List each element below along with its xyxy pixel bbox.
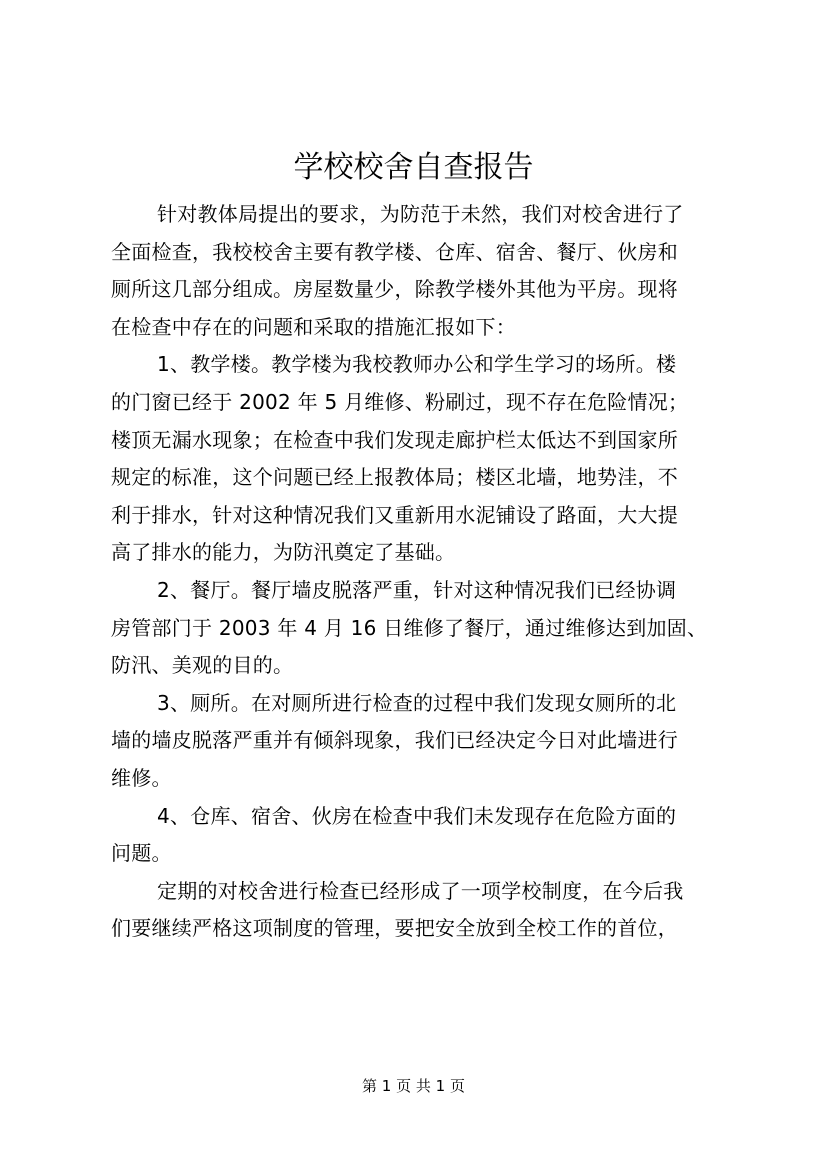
document-body [111,196,731,948]
paragraph-line: 定期的对校舍进行检查已经形成了一项学校制度，在今后我 [157,878,684,903]
paragraph-line: 墙的墙皮脱落严重并有倾斜现象，我们已经决定今日对此墙进行 [111,728,678,753]
paragraph-line: 们要继续严格这项制度的管理，要把安全放到全校工作的首位， [111,916,678,941]
paragraph-line: 防汛、美观的目的。 [111,653,294,678]
document-title: 学校校舍自查报告 [293,150,534,185]
paragraph-line: 2、餐厅。餐厅墙皮脱落严重，针对这种情况我们已经协调 [157,577,677,602]
paragraph-line: 房管部门于 2003 年 4 月 16 日维修了餐厅，通过维修达到加固、 [111,615,708,640]
paragraph-line: 的门窗已经于 2002 年 5 月维修、粉刷过，现不存在危险情况； [111,389,689,414]
page-footer: 第 1 页 共 1 页 [362,1077,465,1095]
paragraph-line: 维修。 [111,765,172,790]
paragraph-line: 1、教学楼。教学楼为我校教师办公和学生学习的场所。楼 [157,352,677,377]
paragraph-line: 高了排水的能力，为防汛奠定了基础。 [111,540,456,565]
paragraph-line: 4、仓库、宿舍、伙房在检查中我们未发现存在危险方面的 [157,803,677,828]
paragraph-line: 利于排水，针对这种情况我们又重新用水泥铺设了路面，大大提 [111,502,678,527]
paragraph-line: 在检查中存在的问题和采取的措施汇报如下： [111,314,516,339]
paragraph-line: 全面检查，我校校舍主要有教学楼、仓库、宿舍、餐厅、伙房和 [111,239,678,264]
paragraph-line: 3、厕所。在对厕所进行检查的过程中我们发现女厕所的北 [157,690,677,715]
paragraph-line: 问题。 [111,841,172,866]
paragraph-line: 楼顶无漏水现象；在检查中我们发现走廊护栏太低达不到国家所 [111,427,678,452]
paragraph-line: 针对教体局提出的要求，为防范于未然，我们对校舍进行了 [157,202,684,226]
paragraph-line: 厕所这几部分组成。房屋数量少，除教学楼外其他为平房。现将 [111,277,678,302]
paragraph-line: 规定的标准，这个问题已经上报教体局；楼区北墙，地势洼，不 [111,465,678,490]
